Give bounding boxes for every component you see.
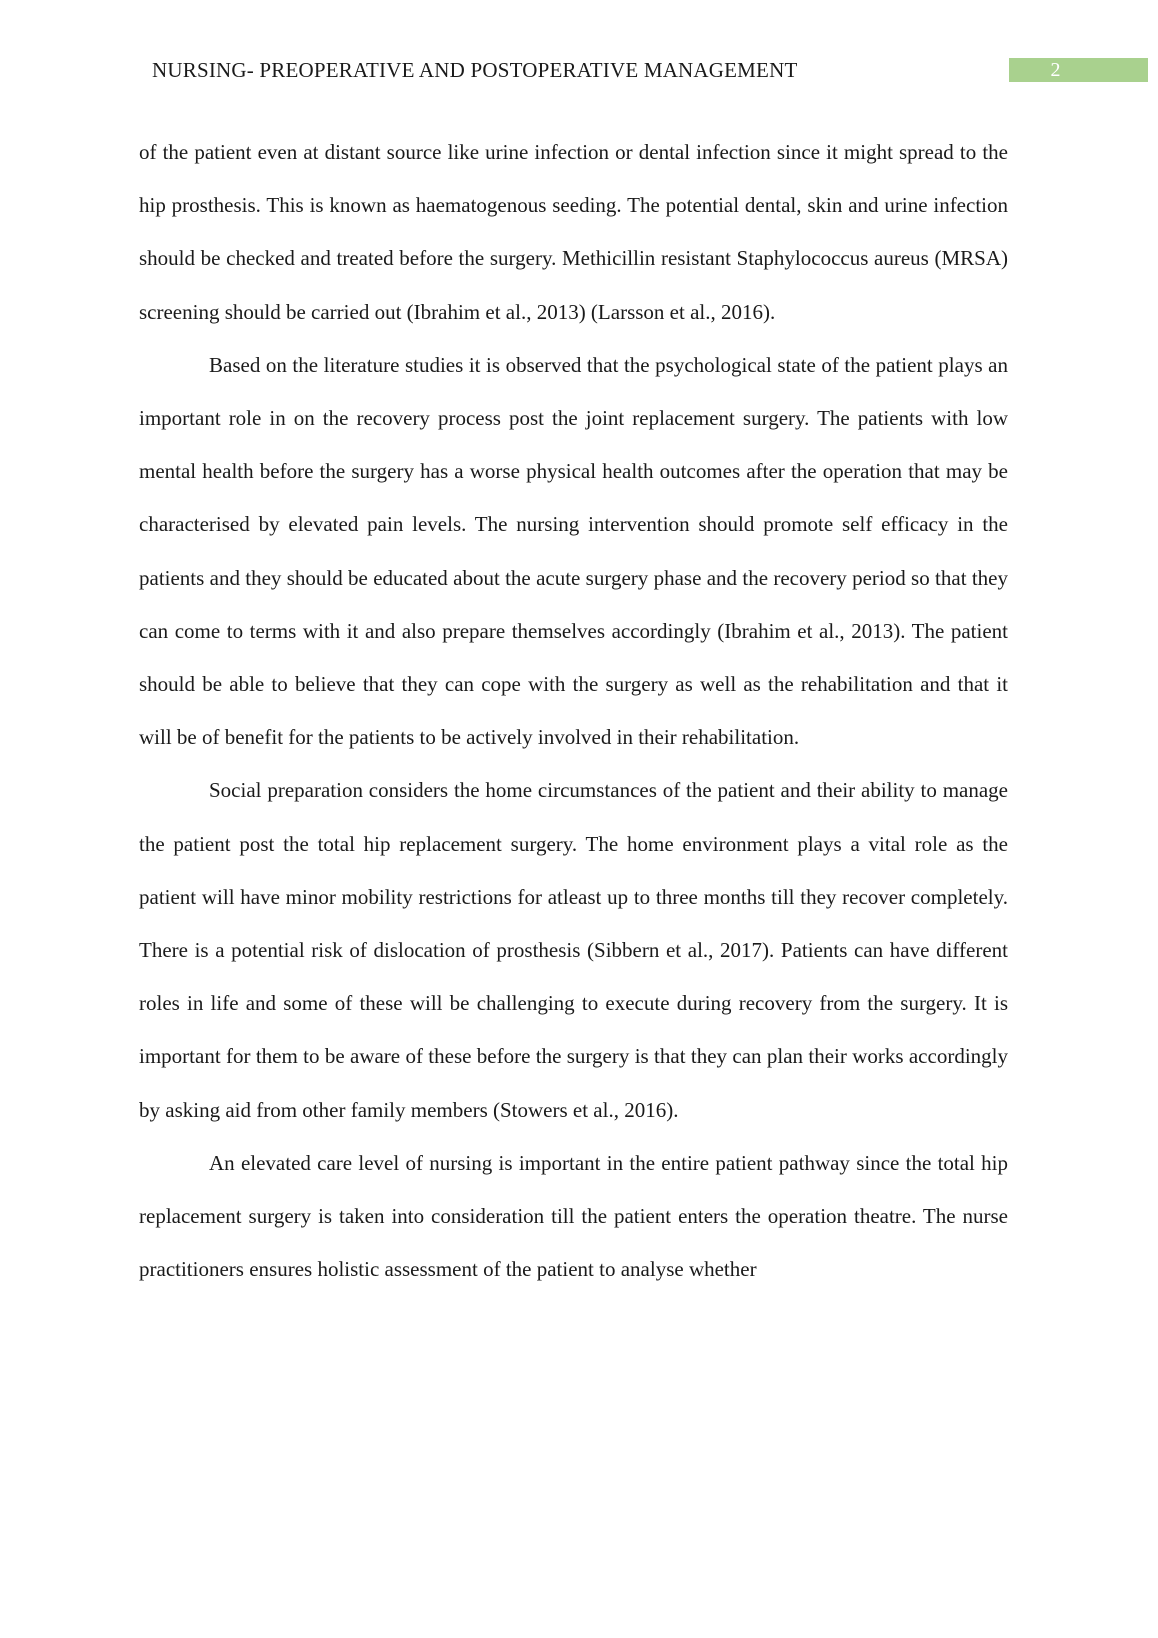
paragraph-psychological: Based on the literature studies it is observed that the psychological state of the patient plays an important role in on the recovery process post the joint replacement surgery. The patients with low mental health before the surgery has a worse physical health outcomes after the operation that may be characterised by elevated pain levels. The nursing intervention should promote self efficacy in the patients and they should be educated about the acute surgery phase and the recovery period so that they can come to terms with it and also prepare themselves accordingly (Ibrahim et al., 2013). The patient should be able to believe that they can cope with the surgery as well as the rehabilitation and that it will be of benefit for the patients to be actively involved in their rehabilitation.	[139, 352, 1008, 750]
paragraph-continuation: of the patient even at distant source like urine infection or dental infection since it might spread to the hip prosthesis. This is known as haematogenous seeding. The potential dental, skin and urine infection should be checked and treated before the surgery. Methicillin resistant Staphylococcus aureus (MRSA) screening should be carried out (Ibrahim et al., 2013) (Larsson et al., 2016).	[139, 140, 1008, 324]
document-body	[139, 126, 1008, 1296]
paragraph-social-preparation: Social preparation considers the home circumstances of the patient and their ability to manage the patient post the total hip replacement surgery. The home environment plays a vital role as the patient will have minor mobility restrictions for atleast up to three months till they recover completely. There is a potential risk of dislocation of prosthesis (Sibbern et al., 2017). Patients can have different roles in life and some of these will be challenging to execute during recovery from the surgery. It is important for them to be aware of these before the surgery is that they can plan their works accordingly by asking aid from other family members (Stowers et al., 2016).	[139, 778, 1008, 1122]
running-header: NURSING- PREOPERATIVE AND POSTOPERATIVE MANAGEMENT	[152, 58, 798, 82]
page-number: 2	[1009, 58, 1148, 82]
paragraph-nursing-care: An elevated care level of nursing is important in the entire patient pathway since the total hip replacement surgery is taken into consideration till the patient enters the operation theatre. The nurse practitioners ensures holistic assessment of the patient to analyse whether	[139, 1150, 1008, 1282]
